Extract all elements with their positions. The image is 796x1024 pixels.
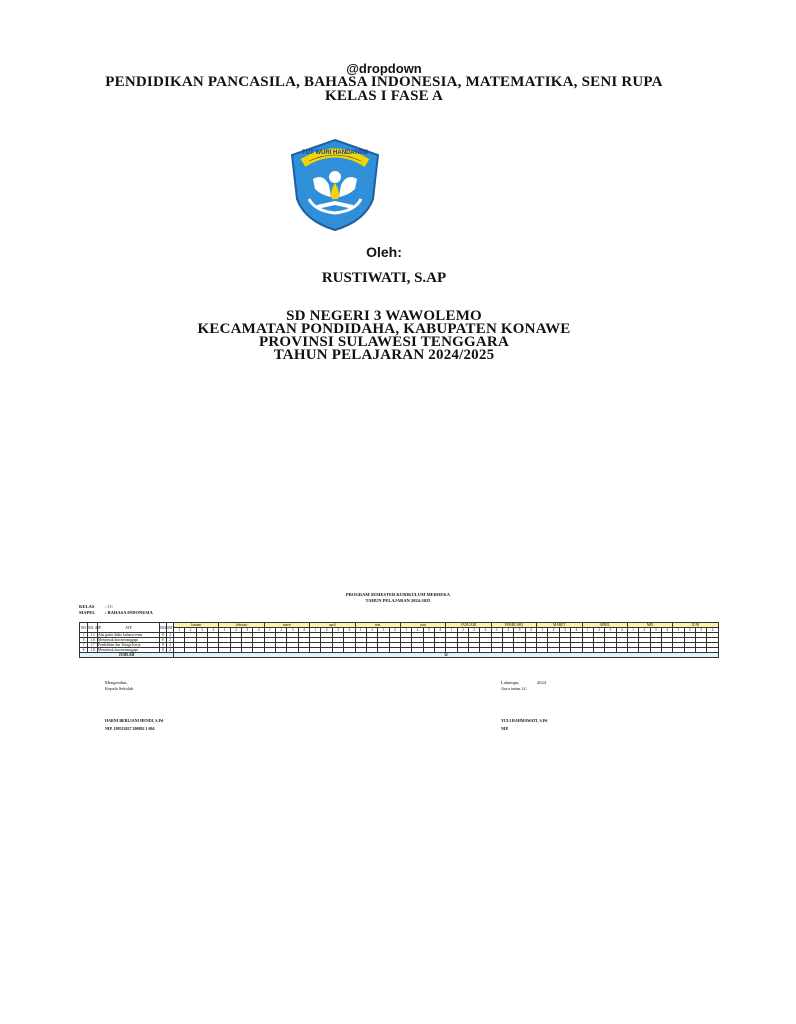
week-number: 2: [230, 628, 241, 633]
program-semester-table: [79, 622, 719, 658]
week-number: 4: [389, 628, 400, 633]
week-number: 1: [264, 628, 275, 633]
sign-left-line1: Mengetahui,: [105, 680, 128, 685]
week-number: 1: [491, 628, 502, 633]
row-jml: 8: [160, 638, 167, 643]
logo-text: TUT WURI HANDAYANI: [302, 150, 368, 156]
row-atp: 1.1: [88, 633, 98, 638]
month-header: juni: [400, 623, 445, 628]
week-number: 1: [310, 628, 321, 633]
week-number: 4: [525, 628, 536, 633]
week-number: 3: [469, 628, 480, 633]
sign-right-place: Lahumpu,: [501, 680, 520, 685]
row-atp: 1.6: [88, 638, 98, 643]
tut-wuri-handayani-logo-icon: [285, 137, 385, 233]
week-number: 1: [174, 628, 185, 633]
week-number: 4: [253, 628, 264, 633]
month-header: MARET: [537, 623, 582, 628]
month-header: maret: [264, 623, 309, 628]
row-no: 1: [80, 633, 88, 638]
week-number: 1: [582, 628, 593, 633]
sign-right-nip: NIP.: [501, 726, 509, 731]
row-atp: 1.8: [88, 648, 98, 653]
subjects-title: PENDIDIKAN PANCASILA, BAHASA INDONESIA, MATEMATIKA, SENI RUPA: [105, 74, 663, 90]
month-header: MEI: [627, 623, 672, 628]
academic-year: TAHUN PELAJARAN 2024/2025: [273, 347, 495, 363]
header-smt: SMT: [167, 623, 174, 633]
total-label: JUMLAH: [80, 653, 174, 658]
week-number: 3: [423, 628, 434, 633]
province-name: PROVINSI SULAWESI TENGGARA: [259, 334, 509, 350]
week-number: 1: [219, 628, 230, 633]
week-number: 4: [344, 628, 355, 633]
row-atp-text: Ada guida ditiko kalimat sema: [98, 633, 160, 638]
month-header: mei: [355, 623, 400, 628]
week-number: 3: [696, 628, 707, 633]
week-number: 4: [571, 628, 582, 633]
sign-left-name: HARNI BERLIANI HENDI, S.Pd: [105, 718, 164, 723]
week-number: 4: [298, 628, 309, 633]
row-no: 6: [80, 638, 88, 643]
row-no: 7: [80, 643, 88, 648]
week-number: 4: [707, 628, 718, 633]
row-smt: 2: [167, 633, 174, 638]
header-jml: JML: [160, 623, 167, 633]
row-smt: 2: [167, 648, 174, 653]
week-number: 2: [366, 628, 377, 633]
sign-left-nip: NIP. 198512027 200802 1 004: [105, 726, 155, 731]
row-smt: 2: [167, 638, 174, 643]
month-header: APRIL: [582, 623, 627, 628]
week-number: 1: [627, 628, 638, 633]
class-phase-title: KELAS I FASE A: [325, 88, 443, 104]
week-number: 4: [208, 628, 219, 633]
week-number: 2: [185, 628, 196, 633]
total-row: [80, 653, 719, 658]
row-jml: 8: [160, 633, 167, 638]
header-no: NO: [80, 623, 88, 633]
month-header: Januari: [174, 623, 219, 628]
sign-left-line2: Kepala Sekolah: [105, 686, 134, 691]
total-value: 32: [174, 653, 719, 658]
sign-right-date: 2024: [537, 680, 546, 685]
week-number: 3: [332, 628, 343, 633]
prosem-year: TAHUN PELAJARAN 2024-2025: [365, 598, 431, 603]
row-no: 8: [80, 648, 88, 653]
row-jml: 8: [160, 648, 167, 653]
week-number: 2: [276, 628, 287, 633]
row-smt: 2: [167, 643, 174, 648]
week-number: 2: [503, 628, 514, 633]
row-jml: 8: [160, 643, 167, 648]
row-atp: 1.7: [88, 643, 98, 648]
mapel-value: : BAHASA INDONESIA: [105, 610, 153, 615]
district-name: KECAMATAN PONDIDAHA, KABUPATEN KONAWE: [197, 321, 571, 337]
author-name: RUSTIWATI, S.AP: [321, 270, 447, 286]
header-no-atp: NO. ATP: [88, 623, 98, 633]
row-atp-text: Pendidikan dan Tenaga Kerja: [98, 643, 160, 648]
month-header: april: [310, 623, 355, 628]
week-number: 4: [616, 628, 627, 633]
week-number: 1: [537, 628, 548, 633]
sign-right-role: Guru kelas 1C: [501, 686, 527, 691]
week-number: 4: [661, 628, 672, 633]
week-number: 2: [684, 628, 695, 633]
month-header: JUNI: [673, 623, 718, 628]
oleh-label: Oleh:: [366, 244, 402, 260]
mapel-label: MAPEL: [79, 610, 96, 615]
week-number: 3: [559, 628, 570, 633]
week-number: 4: [480, 628, 491, 633]
month-header: JANUARI: [446, 623, 491, 628]
week-number: 2: [412, 628, 423, 633]
week-number: 1: [355, 628, 366, 633]
month-header: FEBRUARI: [491, 623, 536, 628]
row-atp-text: Menyimak dan menanggapi: [98, 638, 160, 643]
week-number: 1: [446, 628, 457, 633]
week-number: 3: [196, 628, 207, 633]
row-atp-text: Menyimak dan menanggapi: [98, 648, 160, 653]
week-number: 4: [434, 628, 445, 633]
kelas-value: : I C: [105, 604, 114, 609]
week-number: 3: [378, 628, 389, 633]
header-atp: ATP: [98, 623, 160, 633]
week-number: 2: [639, 628, 650, 633]
sign-right-name: YULI RAHMAWATI, S.Pd: [501, 718, 548, 723]
month-header: februari: [219, 623, 264, 628]
prosem-title: PROGRAM SEMESTER KURIKULUM MERDEKA: [345, 592, 451, 597]
school-name: SD NEGERI 3 WAWOLEMO: [286, 308, 482, 324]
week-number: 2: [593, 628, 604, 633]
week-number: 1: [400, 628, 411, 633]
handle-text: @dropdown: [346, 61, 422, 76]
week-number: 3: [242, 628, 253, 633]
week-number: 2: [548, 628, 559, 633]
week-number: 3: [605, 628, 616, 633]
week-number: 3: [650, 628, 661, 633]
kelas-label: KELAS: [79, 604, 95, 609]
week-number: 2: [457, 628, 468, 633]
week-number: 3: [287, 628, 298, 633]
week-number: 2: [321, 628, 332, 633]
week-number: 1: [673, 628, 684, 633]
week-number: 3: [514, 628, 525, 633]
